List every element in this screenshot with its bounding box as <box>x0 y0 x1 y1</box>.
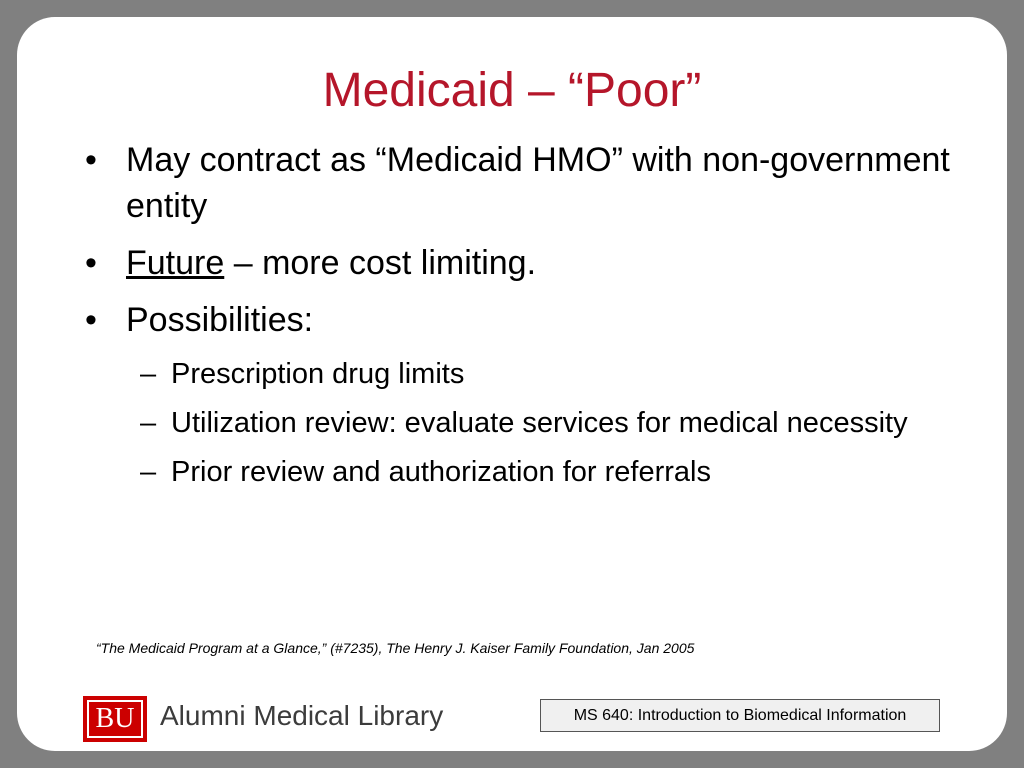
bullet-item <box>85 297 965 343</box>
bullet-text: Possibilities: <box>126 301 314 339</box>
bullet-text: – more cost limiting. <box>224 244 537 282</box>
bullet-marker: • <box>85 141 97 179</box>
bu-logo-text: BU <box>87 700 143 738</box>
bullet-text: May contract as “Medicaid HMO” with non-government entity <box>126 141 950 225</box>
sub-bullet-item <box>85 452 965 492</box>
sub-bullet-text: Prior review and authorization for referrals <box>171 456 711 488</box>
bu-logo <box>83 696 147 742</box>
bullet-marker: • <box>85 244 97 282</box>
sub-bullet-text: Utilization review: evaluate services for medical necessity <box>171 407 908 439</box>
library-name: Alumni Medical Library <box>160 700 444 731</box>
slide-canvas <box>17 17 1007 751</box>
sub-bullet-text: Prescription drug limits <box>171 358 465 390</box>
citation-text: “The Medicaid Program at a Glance,” (#7235), The Henry J. Kaiser Family Foundation, Jan 2005 <box>96 640 695 656</box>
slide-title: Medicaid – “Poor” <box>322 64 702 117</box>
bullet-item <box>85 137 965 229</box>
bullet-marker: • <box>85 301 97 339</box>
bullet-list <box>85 137 965 501</box>
sub-bullet-item <box>85 354 965 394</box>
bullet-underlined-word: Future <box>126 244 225 282</box>
sub-bullet-marker: – <box>140 407 157 439</box>
course-label-box: MS 640: Introduction to Biomedical Information <box>540 699 940 732</box>
bullet-item <box>85 240 965 286</box>
sub-bullet-marker: – <box>140 358 157 390</box>
sub-bullet-marker: – <box>140 456 157 488</box>
sub-bullet-item <box>85 403 965 443</box>
